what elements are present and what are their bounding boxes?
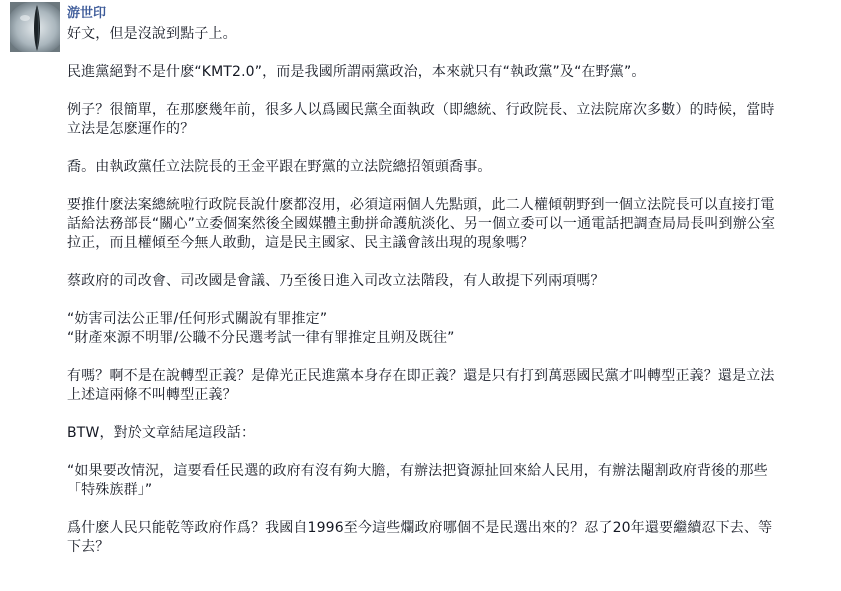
comment-paragraph (67, 158, 836, 177)
comment-paragraph (67, 462, 836, 500)
comment-body (67, 2, 836, 576)
comment-line: “妨害司法公正罪/任何形式關說有罪推定” (67, 311, 328, 327)
comment-paragraph (67, 101, 836, 139)
author-name-link[interactable]: 游世印 (67, 6, 107, 21)
comment-line: 「特殊族群」” (67, 482, 153, 498)
comment-paragraph (67, 63, 836, 82)
comment-paragraph (67, 367, 836, 405)
comment-line: 民進黨絕對不是什麽“KMT2.0”，而是我國所謂兩黨政治，本來就只有“執政黨”及“在野黨”。 (67, 64, 646, 80)
comment-paragraph (67, 196, 836, 253)
comment-paragraph (67, 310, 836, 348)
comment-line: “財產來源不明罪/公職不分民選考試一律有罪推定且朔及既往” (67, 330, 455, 346)
comment-line: 上述這兩條不叫轉型正義？ (67, 387, 237, 403)
comment-line: 立法是怎麽運作的？ (67, 121, 195, 137)
comment-line: BTW，對於文章結尾這段話： (67, 425, 256, 441)
comment-line: 拉正，而且權傾至今無人敢動，這是民主國家、民主議會該出現的現象嗎？ (67, 235, 534, 251)
comment-text (67, 25, 836, 557)
comment-line: 下去？ (67, 539, 110, 555)
cat-eye-icon (10, 2, 60, 52)
comment-paragraph (67, 272, 836, 291)
comment-line: 要推什麽法案總統啦行政院長說什麽都沒用，必須這兩個人先點頭，此二人權傾朝野到一個立法院長可以直接打電 (67, 197, 775, 213)
comment-line: 蔡政府的司改會、司改國是會議、乃至後日進入司改立法階段，有人敢提下列兩項嗎？ (67, 273, 605, 289)
comment-line: 話給法務部長“關心”立委個案然後全國媒體主動拼命護航淡化、另一個立委可以一通電話把調查局局長叫到辦公室 (67, 216, 776, 232)
avatar[interactable] (10, 2, 60, 52)
comment-line: 爲什麽人民只能乾等政府作爲？我國自1996至今這些爛政府哪個不是民選出來的？忍了20年還要繼續忍下去、等 (67, 520, 773, 536)
comment-line: “如果要改情況，這要看任民選的政府有沒有夠大膽，有辦法把資源扯回來給人民用，有辦法閹割政府背後的那些 (67, 463, 768, 479)
comment-line: 例子？很簡單，在那麽幾年前，很多人以爲國民黨全面執政（即總統、行政院長、立法院席次多數）的時候，當時 (67, 102, 775, 118)
comment-paragraph (67, 424, 836, 443)
comment-line: 喬。由執政黨任立法院長的王金平跟在野黨的立法院總招領頭喬事。 (67, 159, 492, 175)
comment-paragraph (67, 519, 836, 557)
comment-paragraph (67, 25, 836, 44)
comment-line: 好文，但是沒說到點子上。 (67, 26, 237, 42)
comment-line: 有嗎？啊不是在說轉型正義？是偉光正民進黨本身存在即正義？還是只有打到萬惡國民黨才叫轉型正義？還是立法 (67, 368, 775, 384)
